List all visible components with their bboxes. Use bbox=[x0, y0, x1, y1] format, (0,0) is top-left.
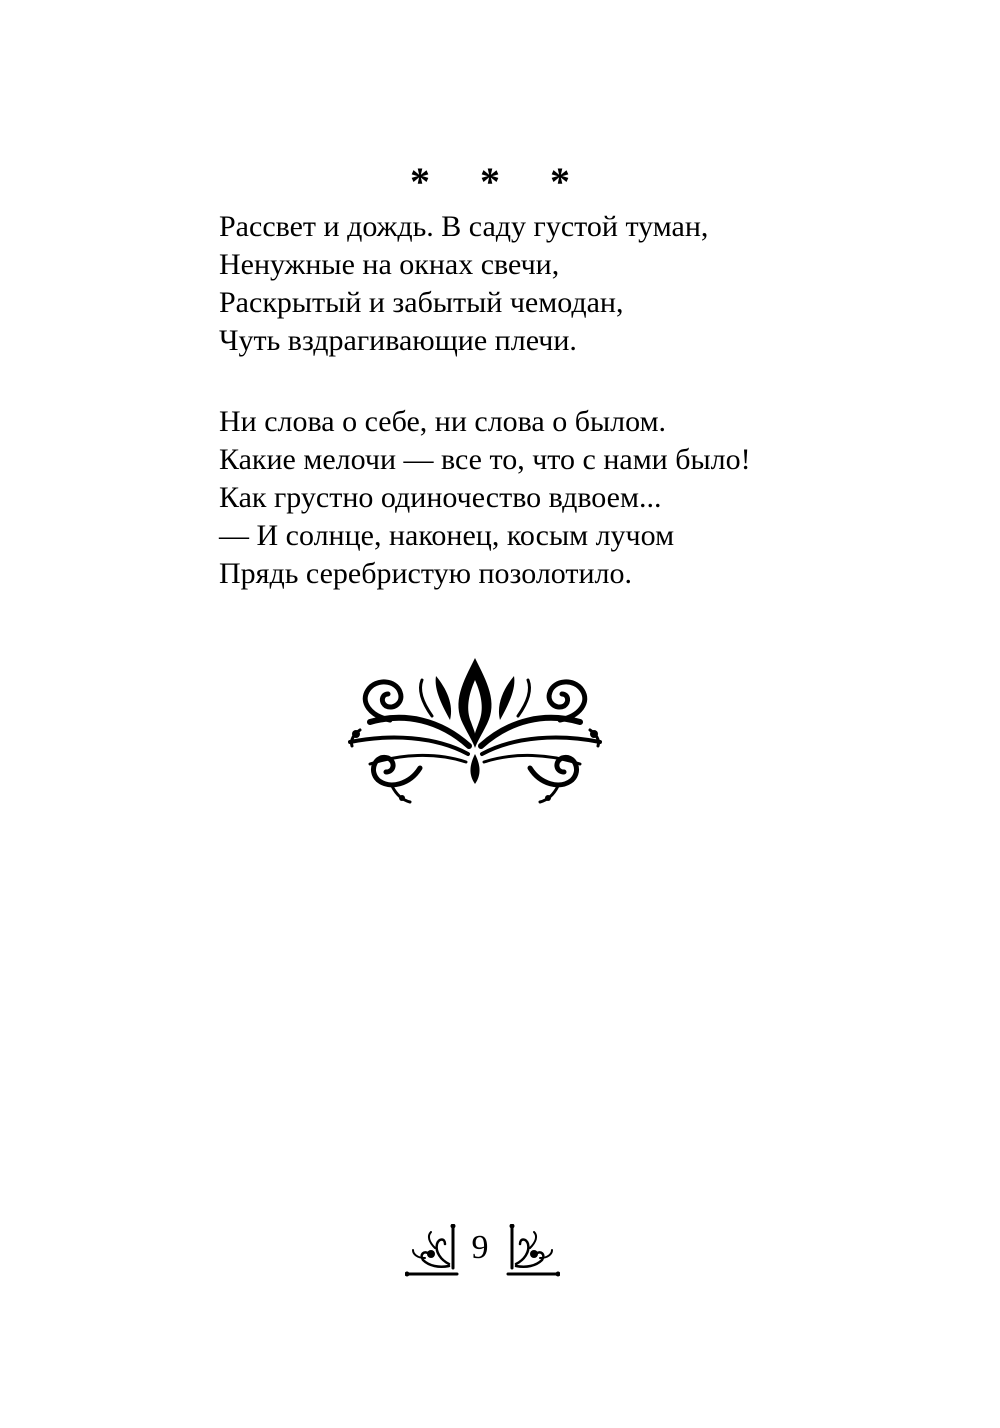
stanza-2 bbox=[219, 403, 939, 593]
poem-line: Ни слова о себе, ни слова о былом. bbox=[219, 405, 667, 438]
poem-line: Какие мелочи — все то, что с нами было! bbox=[219, 443, 751, 476]
poem-line: Рассвет и дождь. В саду густой туман, bbox=[219, 210, 709, 243]
page-footer bbox=[0, 1222, 1000, 1282]
corner-flourish-left-icon bbox=[405, 1224, 460, 1278]
poem bbox=[219, 208, 939, 593]
floral-flourish-icon bbox=[330, 650, 620, 805]
poem-line: Ненужные на окнах свечи, bbox=[219, 248, 560, 281]
poem-line: Чуть вздрагивающие плечи. bbox=[219, 324, 577, 357]
poem-line: Прядь серебристую позолотило. bbox=[219, 557, 633, 590]
page-number: 9 bbox=[471, 1229, 489, 1266]
corner-flourish-right-icon bbox=[505, 1224, 560, 1278]
poem-line: — И солнце, наконец, косым лучом bbox=[219, 519, 675, 552]
section-separator: * * * bbox=[410, 159, 590, 204]
poem-line: Как грустно одиночество вдвоем... bbox=[219, 481, 662, 514]
stanza-1 bbox=[219, 208, 939, 360]
poem-line: Раскрытый и забытый чемодан, bbox=[219, 286, 624, 319]
